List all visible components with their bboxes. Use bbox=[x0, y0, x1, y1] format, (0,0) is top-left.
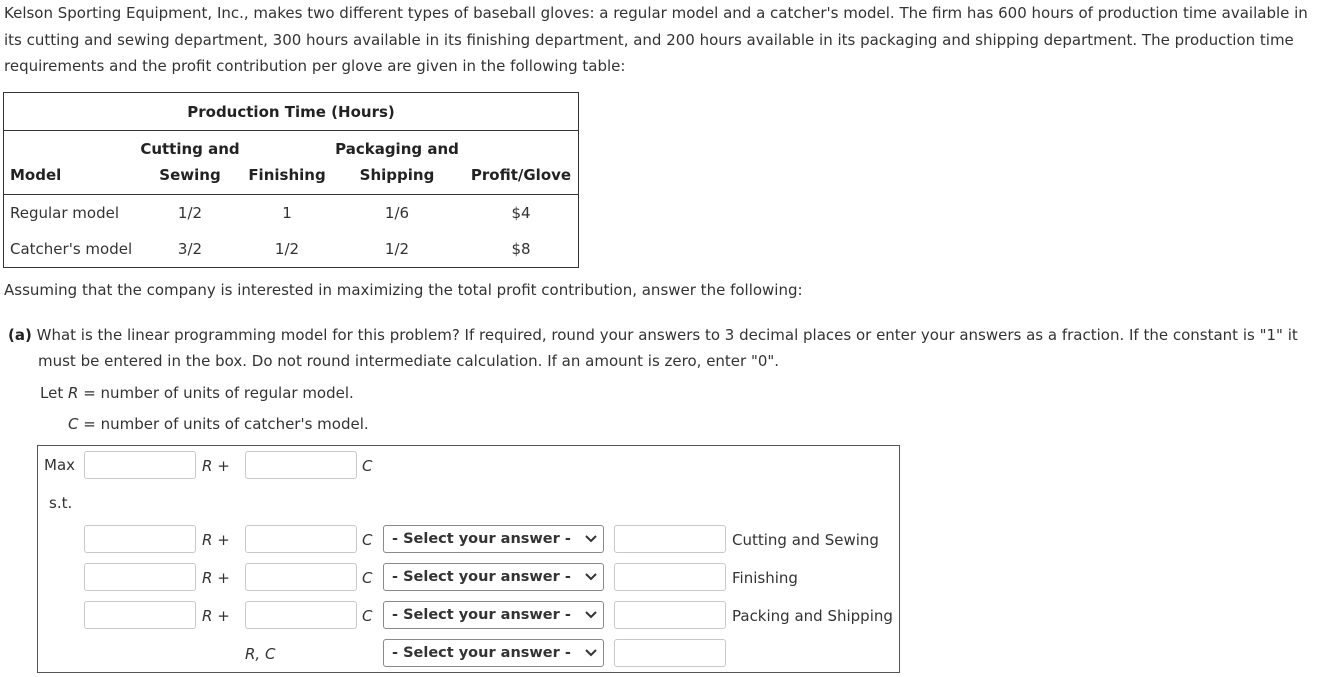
finishing-r-plus: R + bbox=[202, 569, 230, 587]
packing-c-coefficient-input[interactable] bbox=[245, 601, 357, 629]
definition-c-text: = number of units of catcher's model. bbox=[78, 415, 369, 433]
header-packaging-l1: Packaging and bbox=[335, 140, 459, 158]
definition-r-text: = number of units of regular model. bbox=[78, 384, 354, 402]
finishing-rhs-input[interactable] bbox=[614, 563, 726, 591]
row-regular-cutting: 1/2 bbox=[177, 204, 203, 222]
definition-r bbox=[40, 383, 354, 403]
row-catcher-profit: $8 bbox=[511, 240, 531, 258]
header-divider bbox=[4, 194, 578, 195]
nonnegativity-vars: R, C bbox=[245, 645, 276, 663]
max-label: Max bbox=[44, 456, 76, 474]
select-text: - Select your answer - bbox=[392, 645, 571, 661]
row-catcher-model: Catcher's model bbox=[10, 240, 133, 258]
packing-r-plus: R + bbox=[202, 607, 230, 625]
row-catcher-cutting: 3/2 bbox=[177, 240, 203, 258]
objective-c-coefficient-input[interactable] bbox=[245, 451, 357, 479]
chevron-down-icon bbox=[585, 534, 597, 544]
st-label: s.t. bbox=[49, 494, 73, 512]
nonnegativity-inequality-select[interactable] bbox=[383, 639, 604, 667]
row-regular-profit: $4 bbox=[511, 204, 531, 222]
finishing-inequality-select[interactable] bbox=[383, 563, 604, 591]
assumption-text: Assuming that the company is interested in maximizing the total profit contribution, answer the following: bbox=[4, 281, 803, 299]
table-caption: Production Time (Hours) bbox=[4, 93, 578, 131]
cutting-c-var: C bbox=[362, 531, 373, 549]
packing-rhs-input[interactable] bbox=[614, 601, 726, 629]
chevron-down-icon bbox=[585, 610, 597, 620]
row-catcher-finishing: 1/2 bbox=[274, 240, 300, 258]
var-c: C bbox=[68, 415, 79, 433]
production-table bbox=[3, 92, 579, 268]
cutting-c-coefficient-input[interactable] bbox=[245, 525, 357, 553]
header-cutting-l2: Sewing bbox=[159, 166, 221, 184]
cutting-constraint-label: Cutting and Sewing bbox=[732, 531, 879, 549]
packing-r-coefficient-input[interactable] bbox=[84, 601, 196, 629]
var-r: R bbox=[67, 384, 79, 402]
header-model: Model bbox=[10, 166, 62, 184]
question-a bbox=[8, 322, 1318, 374]
nonnegativity-rhs-input[interactable] bbox=[614, 639, 726, 667]
select-text: - Select your answer - bbox=[392, 569, 571, 585]
row-regular-finishing: 1 bbox=[282, 204, 292, 222]
cutting-r-plus: R + bbox=[202, 531, 230, 549]
lp-model-box bbox=[37, 445, 900, 673]
finishing-c-coefficient-input[interactable] bbox=[245, 563, 357, 591]
cutting-inequality-select[interactable] bbox=[383, 525, 604, 553]
cutting-r-coefficient-input[interactable] bbox=[84, 525, 196, 553]
let-word: Let bbox=[40, 384, 64, 402]
row-regular-packaging: 1/6 bbox=[384, 204, 410, 222]
chevron-down-icon bbox=[585, 648, 597, 658]
cutting-rhs-input[interactable] bbox=[614, 525, 726, 553]
finishing-constraint-label: Finishing bbox=[732, 569, 798, 587]
chevron-down-icon bbox=[585, 572, 597, 582]
definition-c bbox=[68, 414, 369, 434]
problem-intro: Kelson Sporting Equipment, Inc., makes two different types of baseball gloves: a regular model and a catcher's model. The firm has 600 hours of production time available in its cutting and sewing department, 300 hours available in its finishing department, and 200 hours available in its packaging and shipping department. The production time requirements and the profit contribution per glove are given in the following table: bbox=[4, 4, 1308, 75]
header-cutting-l1: Cutting and bbox=[140, 140, 240, 158]
select-text: - Select your answer - bbox=[392, 531, 571, 547]
row-regular-model: Regular model bbox=[10, 204, 120, 222]
header-finishing: Finishing bbox=[248, 166, 326, 184]
objective-r-plus: R + bbox=[202, 457, 230, 475]
objective-c-var: C bbox=[362, 457, 373, 475]
question-a-label: (a) bbox=[8, 326, 32, 344]
header-profit: Profit/Glove bbox=[470, 166, 572, 184]
finishing-c-var: C bbox=[362, 569, 373, 587]
packing-inequality-select[interactable] bbox=[383, 601, 604, 629]
question-a-text-l1: What is the linear programming model for this problem? If required, round your answers to 3 decimal places or enter your answers as a fraction. If the constant is "1" it bbox=[36, 326, 1298, 344]
finishing-r-coefficient-input[interactable] bbox=[84, 563, 196, 591]
select-text: - Select your answer - bbox=[392, 607, 571, 623]
objective-r-coefficient-input[interactable] bbox=[84, 451, 196, 479]
header-packaging-l2: Shipping bbox=[359, 166, 435, 184]
packing-constraint-label: Packing and Shipping bbox=[732, 607, 893, 625]
question-a-text-l2: must be entered in the box. Do not round intermediate calculation. If an amount is zero, enter "0". bbox=[38, 352, 780, 370]
packing-c-var: C bbox=[362, 607, 373, 625]
row-catcher-packaging: 1/2 bbox=[384, 240, 410, 258]
